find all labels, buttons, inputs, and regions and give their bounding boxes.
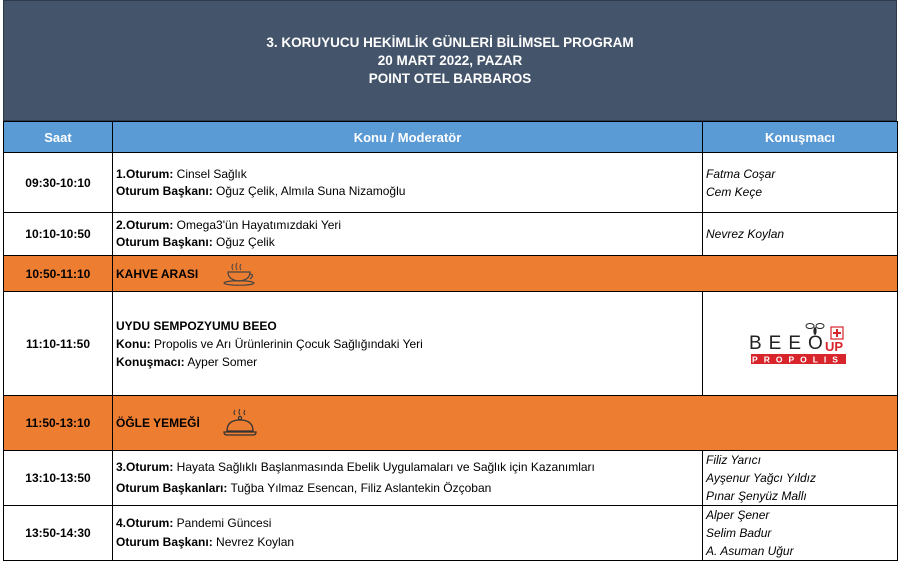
speaker-label: Konuşmacı: [116,354,185,369]
logo-text: BEEO [749,332,830,354]
break-label: KAHVE ARASI [116,266,199,281]
chair-label: Oturum Başkanları: [116,481,228,495]
speaker-cell [703,506,898,561]
session-label: 4.Oturum: [116,516,174,530]
program-banner [3,0,897,121]
chair-names: Tuğba Yılmaz Esencan, Filiz Aslantekin Özçoban [227,481,492,495]
speaker-name: Cem Keçe [706,184,763,199]
header-speaker: Konuşmacı [703,122,898,153]
topic-cell [113,153,703,213]
topic-text: Propolis ve Arı Ürünlerinin Çocuk Sağlığındaki Yeri [150,336,423,351]
speaker-cell [703,451,898,506]
topic-cell [113,506,703,561]
speaker-cell [703,153,898,213]
time-cell: 11:10-11:50 [4,292,113,396]
session-title: Omega3'ün Hayatımızdaki Yeri [173,218,342,232]
logo-up: UP [825,338,844,354]
time-cell: 09:30-10:10 [4,153,113,213]
table-row [4,506,898,561]
table-row [4,292,898,396]
speaker-name: Ayşenur Yağcı Yıldız [706,471,816,485]
chair-label: Oturum Başkanı: [116,183,213,198]
table-row [4,451,898,506]
beeo-up-propolis-logo [747,319,853,369]
header-topic: Konu / Moderatör [113,122,703,153]
coffee-cup-icon [220,262,256,286]
break-label: ÖĞLE YEMEĞİ [116,416,200,430]
table-row [4,213,898,256]
break-row [4,256,898,292]
speaker-text: Ayper Somer [184,354,258,369]
topic-label: Konu: [116,336,151,351]
session-label: 2.Oturum: [116,218,174,232]
time-cell: 13:50-14:30 [4,506,113,561]
speaker-name: Selim Badur [706,526,772,540]
speaker-name: Alper Şener [706,508,770,522]
speaker-name: Pınar Şenyüz Mallı [706,489,807,503]
speaker-cell [703,213,898,256]
header-row [4,122,898,153]
table-row [4,153,898,213]
chair-label: Oturum Başkanı: [116,235,213,249]
topic-cell [113,451,703,506]
session-label: 3.Oturum: [116,460,174,474]
header-time: Saat [4,122,113,153]
program-venue: POINT OTEL BARBAROS [368,71,532,86]
program-title: 3. KORUYUCU HEKİMLİK GÜNLERİ BİLİMSEL PROGRAM [266,35,634,50]
time-cell: 10:50-11:10 [4,256,113,292]
time-cell: 11:50-13:10 [4,396,113,451]
schedule-table [3,121,898,561]
logo-sub: PROPOLIS [752,354,844,364]
symposium-title: UYDU SEMPOZYUMU BEEO [116,318,277,333]
speaker-name: Filiz Yarıcı [706,453,761,467]
speaker-name: A. Asuman Uğur [706,544,794,558]
session-title: Hayata Sağlıklı Başlanmasında Ebelik Uygulamaları ve Sağlık için Kazanımları [173,460,595,474]
break-cell [113,256,898,292]
logo-cell [703,292,898,396]
session-title: Cinsel Sağlık [173,166,247,181]
session-title: Pandemi Güncesi [173,516,272,530]
topic-cell [113,213,703,256]
time-cell: 10:10-10:50 [4,213,113,256]
break-row [4,396,898,451]
session-label: 1.Oturum: [116,166,174,181]
break-cell [113,396,898,451]
chair-names: Oğuz Çelik [212,235,275,249]
chair-names: Oğuz Çelik, Almıla Suna Nizamoğlu [212,183,406,198]
speaker-name: Nevrez Koylan [706,227,785,241]
program-date: 20 MART 2022, PAZAR [377,53,523,68]
time-cell: 13:10-13:50 [4,451,113,506]
chair-label: Oturum Başkanı: [116,535,213,549]
topic-cell [113,292,703,396]
speaker-name: Fatma Coşar [706,166,776,181]
chair-names: Nevrez Koylan [212,535,295,549]
food-cloche-icon [222,408,258,438]
